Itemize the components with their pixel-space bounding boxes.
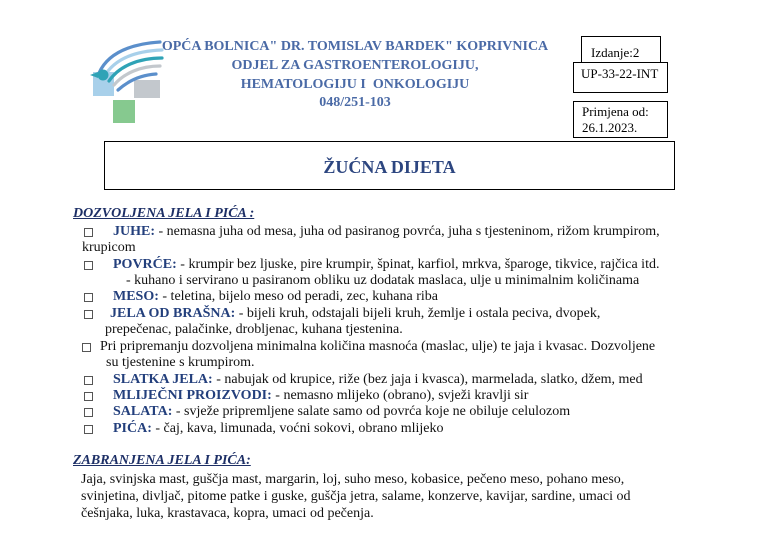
valid-from-box <box>573 101 668 138</box>
department-name-line1: ODJEL ZA GASTROENTEROLOGIJU, <box>231 58 479 73</box>
item-label: MESO: <box>113 289 159 304</box>
allowed-item-drinks <box>0 421 768 437</box>
empty-square-bullet-icon <box>84 310 93 319</box>
item-content <box>113 224 660 240</box>
forbidden-foods-text: češnjaka, luka, krastavaca, kopra, umaci od pečenja. <box>81 506 374 521</box>
item-label: JUHE: <box>113 224 155 239</box>
item-label: SALATA: <box>113 404 173 419</box>
document-code: UP-33-22-INT <box>581 66 659 81</box>
empty-square-bullet-icon <box>84 293 93 302</box>
item-label: MLIJEČNI PROIZVODI: <box>113 388 272 403</box>
forbidden-foods-line <box>0 506 768 522</box>
item-text: - nemasna juha od mesa, juha od pasiranog povrća, juha s tjesteninom, rižom krumpirom, <box>158 224 660 239</box>
phone-number: 048/251-103 <box>319 95 391 110</box>
allowed-foods-heading: DOZVOLJENA JELA I PIĆA : <box>73 206 255 221</box>
item-text: - čaj, kava, limunada, voćni sokovi, obrano mlijeko <box>155 421 444 436</box>
item-text-continuation: - kuhano i servirano u pasiranom obliku uz dodatak maslaca, ulje u minimalnim količinama <box>126 273 640 288</box>
forbidden-foods-text: Jaja, svinjska mast, guščja mast, margarin, loj, suho meso, kobasice, pečeno meso, pohano meso, <box>81 472 625 487</box>
item-content <box>113 257 659 273</box>
allowed-item-soups-continuation <box>0 240 768 256</box>
item-content <box>113 404 570 420</box>
allowed-item-dairy <box>0 388 768 404</box>
allowed-item-desserts <box>0 372 768 388</box>
item-text: - svježe pripremljene salate samo od povrća koje ne obiluje celulozom <box>175 404 571 419</box>
allowed-item-vegetables <box>0 257 768 273</box>
item-label: PIĆA: <box>113 421 152 436</box>
allowed-item-preparation-note <box>0 339 768 355</box>
edition-label: Izdanje:2 <box>591 45 640 60</box>
item-text: Pri pripremanju dozvoljena minimalna količina masnoća (maslac, ulje) te jaja i kvasac. Dozvoljene <box>100 339 656 354</box>
document-code-box <box>573 62 668 93</box>
empty-square-bullet-icon <box>84 228 93 237</box>
valid-from-date: 26.1.2023. <box>582 120 638 135</box>
item-content <box>113 388 528 404</box>
allowed-item-vegetables-continuation <box>0 273 768 289</box>
title-box <box>104 141 675 190</box>
valid-from-label: Primjena od: <box>582 104 649 119</box>
allowed-item-flour-dishes <box>0 306 768 322</box>
logo-square-green <box>113 100 135 123</box>
allowed-item-salad <box>0 404 768 420</box>
empty-square-bullet-icon <box>84 261 93 270</box>
item-text-continuation: krupicom <box>82 240 136 255</box>
empty-square-bullet-icon <box>84 408 93 417</box>
item-label: SLATKA JELA: <box>113 372 213 387</box>
allowed-item-meat <box>0 289 768 305</box>
edition-box <box>581 36 661 63</box>
department-name-line2: HEMATOLOGIJU I ONKOLOGIJU <box>240 77 470 92</box>
item-content <box>113 421 443 437</box>
forbidden-foods-line <box>0 472 768 488</box>
item-text-continuation: su tjestenine s krumpirom. <box>106 355 255 370</box>
logo-dove-head <box>98 70 109 81</box>
item-content <box>110 306 600 322</box>
empty-square-bullet-icon <box>84 376 93 385</box>
empty-square-bullet-icon <box>84 425 93 434</box>
item-text: - bijeli kruh, odstajali bijeli kruh, žemlje i ostala peciva, dvopek, <box>238 306 601 321</box>
item-text-continuation: prepečenac, palačinke, drobljenac, kuhana tjestenina. <box>105 322 403 337</box>
institution-name: OPĆA BOLNICA" DR. TOMISLAV BARDEK" KOPRIVNICA <box>161 39 549 54</box>
item-content <box>113 289 438 305</box>
item-label: POVRĆE: <box>113 257 177 272</box>
allowed-item-soups <box>0 224 768 240</box>
forbidden-foods-line <box>0 489 768 505</box>
item-text: - nemasno mlijeko (obrano), svježi kravlji sir <box>275 388 529 403</box>
forbidden-foods-text: svinjetina, divljač, pitome patke i guske, guščja jetra, salame, konzerve, kavijar, sardine, umaci od <box>81 489 631 504</box>
forbidden-foods-heading: ZABRANJENA JELA I PIĆA: <box>73 453 251 468</box>
item-content <box>113 372 643 388</box>
item-label: JELA OD BRAŠNA: <box>110 306 236 321</box>
empty-square-bullet-icon <box>84 392 93 401</box>
item-text: - teletina, bijelo meso od peradi, zec, kuhana riba <box>162 289 439 304</box>
empty-square-bullet-icon <box>82 343 91 352</box>
item-text: - nabujak od krupice, riže (bez jaja i kvasca), marmelada, slatko, džem, med <box>216 372 643 387</box>
item-text: - krumpir bez ljuske, pire krumpir, špinat, karfiol, mrkva, šparoge, tikvice, rajčica itd. <box>180 257 660 272</box>
allowed-item-flour-dishes-continuation <box>0 322 768 338</box>
allowed-item-preparation-note-continuation <box>0 355 768 371</box>
page-title: ŽUĆNA DIJETA <box>323 157 456 177</box>
